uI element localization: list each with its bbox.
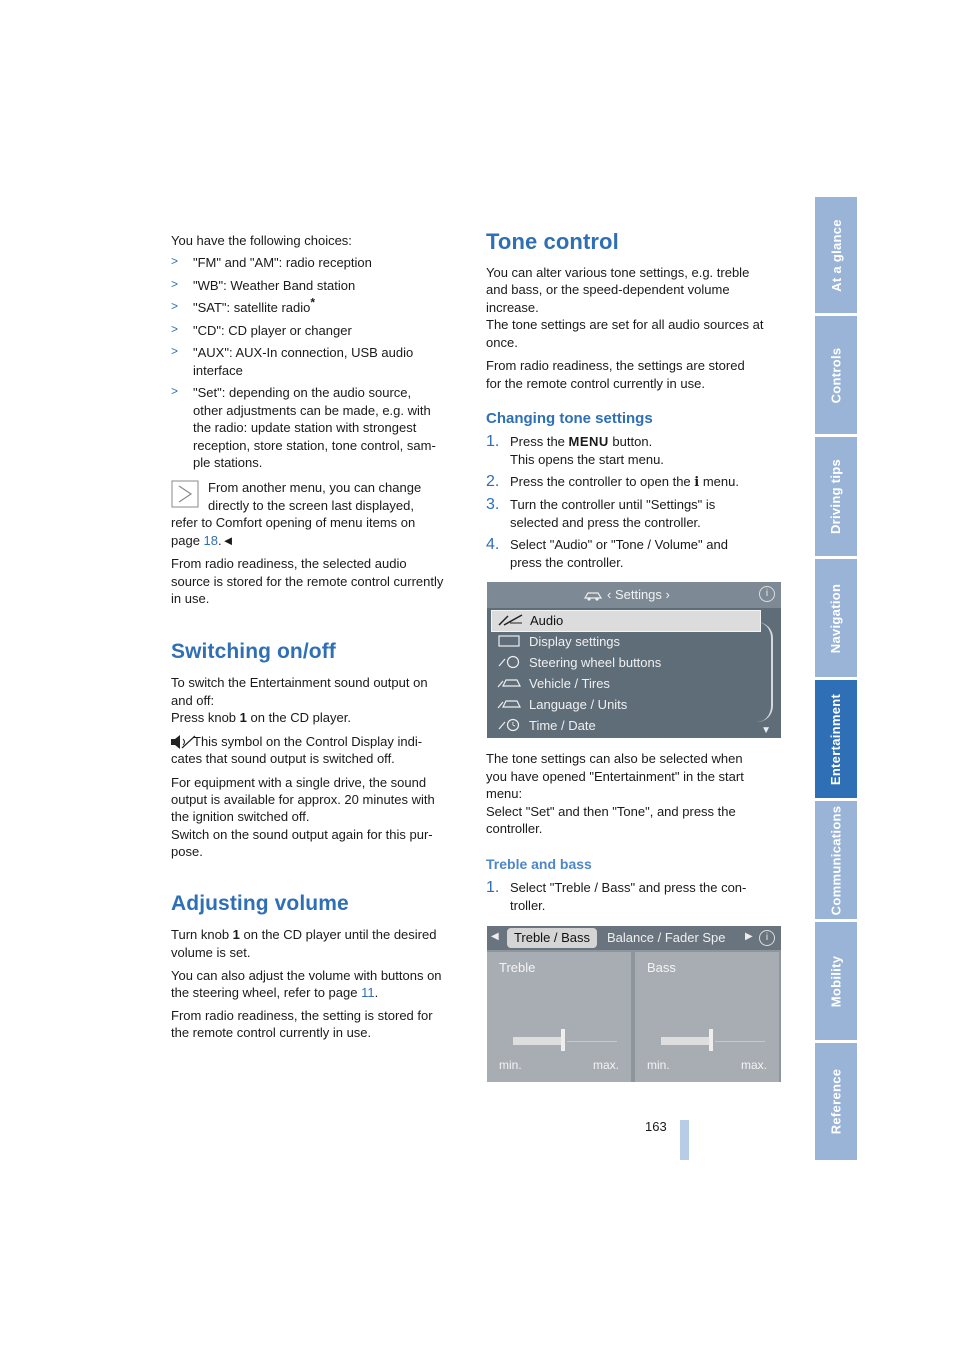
switch-line-3: Press knob 1 on the CD player. [171,710,351,725]
bass-panel [635,952,779,1082]
treble-max-label: max. [592,1058,619,1072]
menu-item-audio[interactable]: Audio [491,610,761,632]
menu-item-vehicle-tires[interactable]: Vehicle / Tires [491,674,759,694]
settings-title: ‹ Settings › [607,587,670,602]
list-item: 1. Press the MENU button. This opens the start menu. [486,433,664,467]
tab-mobility[interactable]: Mobility [815,922,857,1040]
treble-slider-knob[interactable] [561,1029,565,1051]
menu-item-display-settings[interactable]: Display settings [491,632,759,652]
menu-item-steering-wheel[interactable]: Steering wheel buttons [491,653,759,673]
equip-line-3: the ignition switched off. [171,809,310,824]
tab-driving-tips[interactable]: Driving tips [815,437,857,556]
symbol-line-2: cates that sound output is switched off. [171,751,395,766]
tab-reference[interactable]: Reference [815,1043,857,1160]
bass-label: Bass [647,960,676,975]
tab-navigation[interactable]: Navigation [815,559,857,677]
list-item: 2. Press the controller to open the i menu. [486,473,739,490]
volume-line-4: the steering wheel, refer to page 11. [171,985,379,1000]
tab-communications[interactable]: Communications [815,801,857,919]
volume-heading: Adjusting volume [171,892,349,915]
tab-controls[interactable]: Controls [815,316,857,434]
car-settings-icon [583,589,603,601]
list-item: > "Set": depending on the audio source, other adjustments can be made, e.g. with the radio: update station with strongest reception, store station, tone control, sam- ple stations. [171,384,436,470]
tab-at-a-glance[interactable]: At a glance [815,197,857,313]
note-arrow-icon [171,480,199,508]
treble-slider-track[interactable] [513,1037,563,1045]
symbol-line-1: This symbol on the Control Display indi- [193,734,423,749]
bullet-icon: > [171,344,179,358]
settings-screen [487,582,781,738]
tab-treble-bass[interactable]: Treble / Bass [507,928,597,948]
list-item: 4. Select "Audio" or "Tone / Volume" and press the controller. [486,536,728,570]
readiness-line-1: From radio readiness, the selected audio [171,556,407,571]
display-icon [495,634,525,648]
page-link-11[interactable]: 11 [361,985,375,1000]
menu-key-icon: MENU [568,434,609,449]
volume-line-6: the remote control currently in use. [171,1025,372,1040]
equip-line-2: output is available for approx. 20 minutes with [171,792,435,807]
volume-line-3: You can also adjust the volume with buttons on [171,968,442,983]
bass-slider-knob[interactable] [709,1029,713,1051]
switching-heading: Switching on/off [171,640,336,663]
after-screen-line-2: you have opened "Entertainment" in the start [486,769,744,784]
tone-line-2: and bass, or the speed-dependent volume [486,282,730,297]
list-item: > "CD": CD player or changer [171,321,352,338]
equip-line-1: For equipment with a single drive, the sound [171,775,427,790]
after-screen-line-5: controller. [486,821,543,836]
after-screen-line-1: The tone settings can also be selected when [486,751,743,766]
chapter-tabs [815,197,857,1160]
chevron-left-icon[interactable]: ◀ [491,931,499,942]
tone-line-1: You can alter various tone settings, e.g. treble [486,265,750,280]
volume-line-5: From radio readiness, the setting is stored for [171,1008,433,1023]
bass-min-label: min. [647,1058,670,1072]
page-link-18[interactable]: 18 [203,533,219,548]
changing-heading: Changing tone settings [486,410,653,427]
note-line-1: From another menu, you can change [208,480,422,495]
treble-heading: Treble and bass [486,856,592,872]
bass-slider-track[interactable] [661,1037,711,1045]
bullet-icon: > [171,299,179,313]
scroll-arc [757,622,773,722]
tone-heading: Tone control [486,229,619,254]
list-item: > "WB": Weather Band station [171,276,356,293]
equip-line-4: Switch on the sound output again for this pur- [171,827,433,842]
bullet-icon: > [171,254,179,268]
after-screen-line-3: menu: [486,786,523,801]
tab-balance-fader[interactable]: Balance / Fader Spe [607,930,726,945]
tab-entertainment[interactable]: Entertainment [815,680,857,798]
clock-icon [495,718,525,732]
bullet-icon: > [171,276,179,291]
bass-max-label: max. [740,1058,767,1072]
list-item: > "FM" and "AM": radio reception [171,254,372,270]
info-i-icon: i [694,475,700,490]
treble-min-label: min. [499,1058,522,1072]
asterisk-mark: * [310,295,316,310]
treble-slider-rest [567,1041,617,1042]
menu-item-time-date[interactable]: Time / Date [491,716,759,736]
bass-slider-rest [715,1041,765,1042]
list-item: > "AUX": AUX-In connection, USB audio interface [171,344,414,378]
note-line-4: page 18.◄ [171,533,235,548]
readiness-line-3: in use. [171,591,210,606]
switch-line-1: To switch the Entertainment sound output on [171,675,428,690]
note-line-3: refer to Comfort opening of menu items on [171,515,416,530]
bullet-icon: > [171,321,179,336]
language-icon [495,697,525,711]
tone-tab-bar [487,926,781,950]
settings-title-bar [487,582,781,608]
steering-wheel-icon [495,655,525,669]
choices-intro: You have the following choices: [171,233,352,248]
page-number: 163 [645,1119,667,1134]
tone-line-4: The tone settings are set for all audio sources at [486,317,764,332]
list-item: 3. Turn the controller until "Settings" is selected and press the controller. [486,496,716,530]
treble-label: Treble [499,960,536,975]
tone-line-7: for the remote control currently in use. [486,376,705,391]
audio-icon [496,613,526,627]
equip-line-5: pose. [171,844,203,859]
readiness-line-2: source is stored for the remote control currently [171,574,444,589]
menu-item-language-units[interactable]: Language / Units [491,695,759,715]
bullet-icon: > [171,384,179,398]
vehicle-icon [495,676,525,690]
treble-panel [487,952,631,1082]
note-line-2: directly to the screen last displayed, [208,498,414,513]
list-item: > "SAT": satellite radio* [171,295,316,315]
page-marker-bar [680,1120,689,1160]
tone-line-5: once. [486,335,518,350]
choices-list [171,254,463,472]
chevron-down-icon[interactable]: ▼ [761,725,771,736]
switch-line-2: and off: [171,693,215,708]
info-icon[interactable]: i [759,930,775,946]
after-screen-line-4: Select "Set" and then "Tone", and press the [486,804,736,819]
volume-line-1: Turn knob 1 on the CD player until the desired [171,927,437,942]
tone-line-6: From radio readiness, the settings are stored [486,358,745,373]
info-icon[interactable]: i [759,586,775,602]
list-item: 1. Select "Treble / Bass" and press the con- troller. [486,879,747,913]
volume-line-2: volume is set. [171,945,251,960]
treble-bass-screen [487,926,781,1082]
tone-line-3: increase. [486,300,539,315]
chevron-right-icon[interactable]: ▶ [745,931,753,942]
